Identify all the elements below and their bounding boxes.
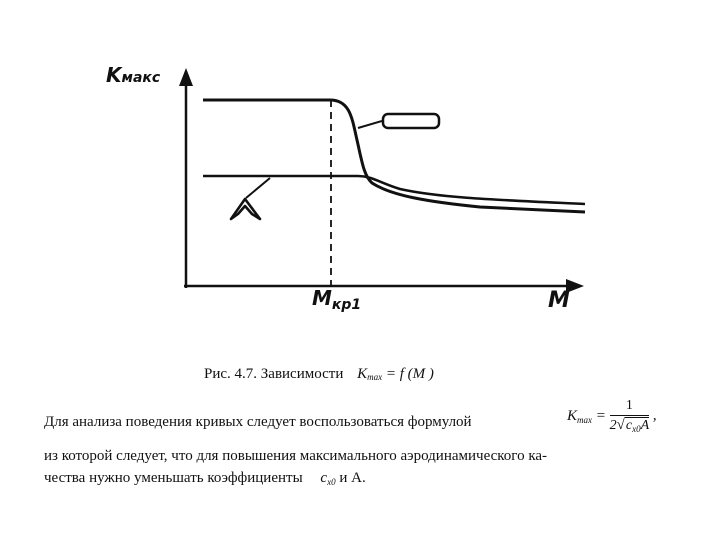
sqrt-icon: √	[616, 417, 625, 433]
kmax-formula	[567, 398, 657, 434]
upper-curve-label-box	[383, 114, 439, 128]
lower-curve-label-shape	[231, 199, 260, 219]
paragraph-line-1	[44, 414, 472, 431]
formula-eq: =	[592, 407, 610, 424]
caption-formula-sub: max	[367, 372, 383, 382]
caption-formula-rest: = f (M )	[382, 366, 434, 382]
coefficient-cx0	[320, 470, 335, 486]
y-axis-arrow	[179, 68, 193, 86]
formula-k: K	[567, 407, 578, 424]
figure-caption	[204, 366, 434, 383]
formula-fraction	[610, 398, 650, 434]
y-axis-label: Kмакс	[106, 63, 161, 87]
critical-mach-label: $M_{кр1}$	[312, 286, 362, 313]
x-axis-label: M	[548, 288, 570, 313]
lower-curve	[203, 176, 585, 204]
formula-numerator: 1	[625, 398, 633, 413]
caption-prefix: Рис. 4.7. Зависимости	[204, 366, 344, 382]
coefficient-c: c	[320, 470, 328, 486]
paragraph-line-3-end: и A.	[339, 470, 366, 486]
coefficient-sub: x0	[327, 477, 336, 487]
paragraph-line-3	[44, 470, 366, 487]
lower-leader-line	[246, 178, 270, 198]
caption-formula-k: K	[357, 366, 368, 382]
caption-formula	[357, 366, 434, 382]
formula-den-a: A	[640, 418, 650, 433]
upper-leader-line	[358, 121, 382, 128]
formula-k-sub: max	[577, 414, 593, 425]
paragraph-line-3-text: чества нужно уменьшать коэффициенты	[44, 470, 303, 486]
formula-den-sub: x0	[632, 424, 641, 434]
formula-den-c: c	[625, 418, 633, 433]
formula-denominator	[610, 415, 650, 434]
paragraph-line-2: из которой следует, что для повышения максимального аэродинамического ка-	[44, 448, 548, 464]
formula-den-two: 2	[609, 418, 617, 433]
formula-trailing-comma: ,	[652, 407, 657, 424]
paragraph-line-1-text: Для анализа поведения кривых следует воспользоваться формулой	[44, 414, 472, 430]
upper-curve	[203, 100, 585, 212]
